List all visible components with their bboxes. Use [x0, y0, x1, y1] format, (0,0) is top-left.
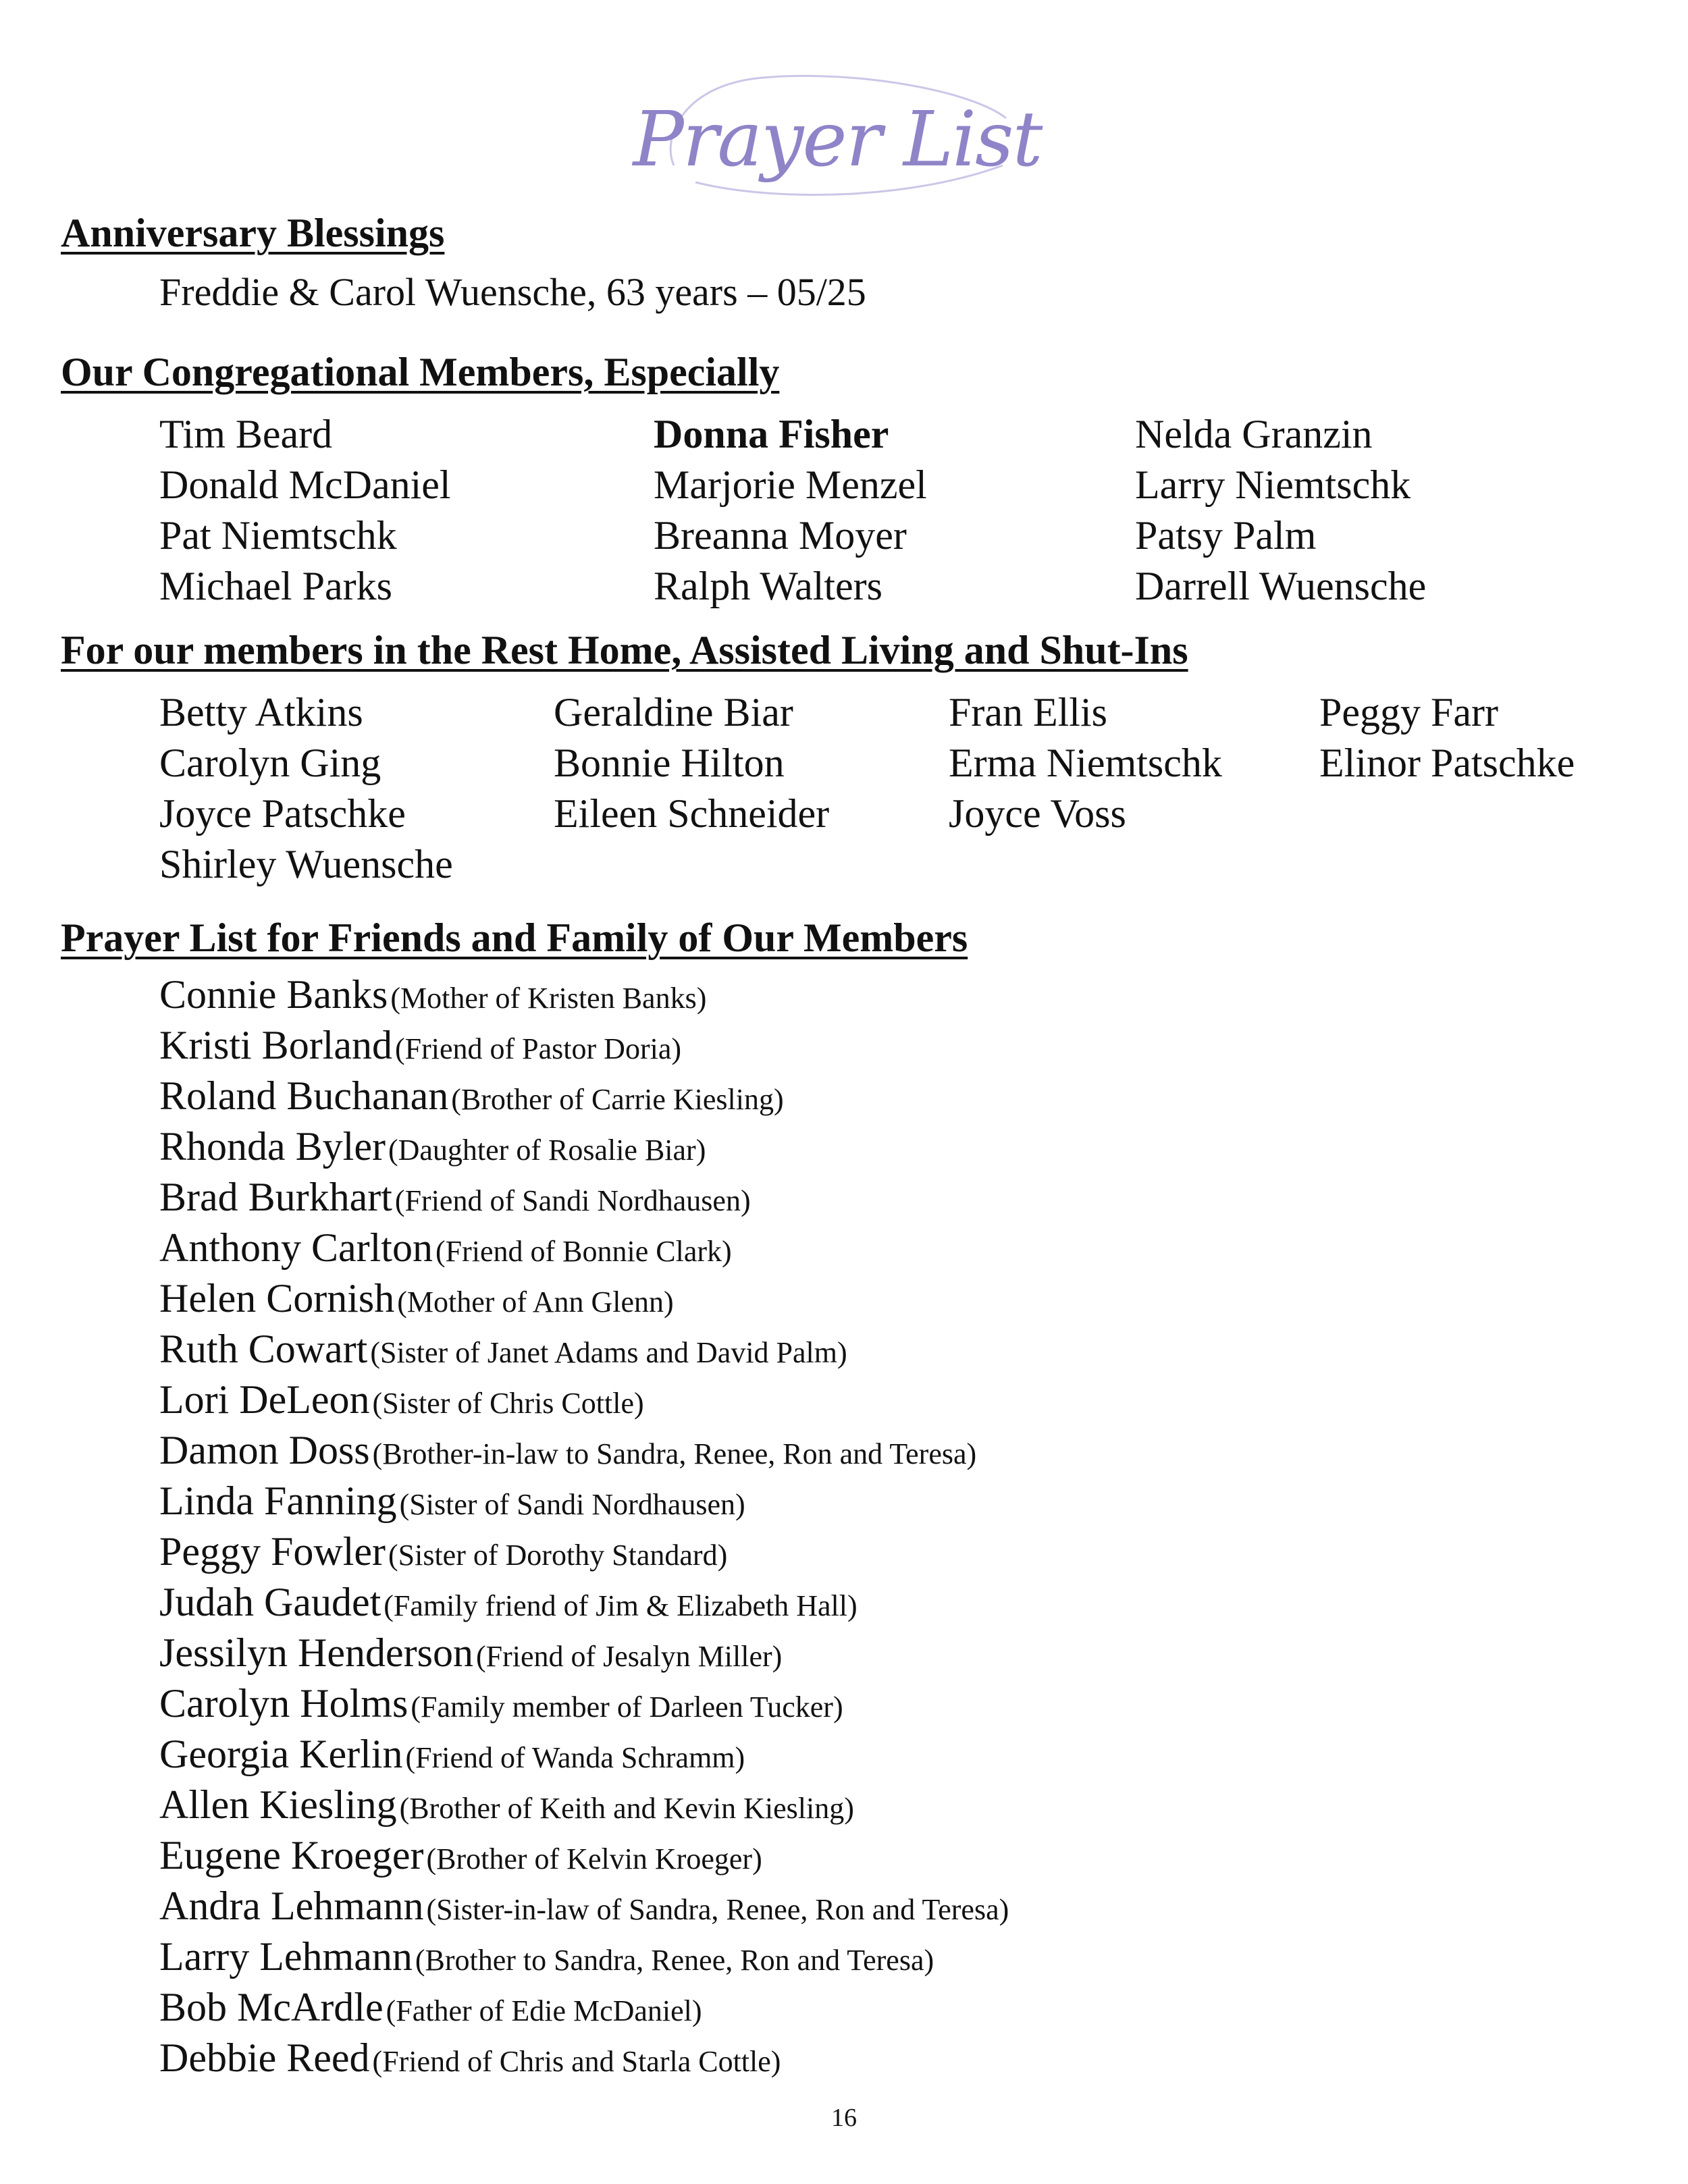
list-item [159, 1020, 1009, 1071]
anniversary-heading: Anniversary Blessings [61, 211, 445, 255]
empty-cell [554, 839, 949, 890]
list-item [159, 1375, 1009, 1425]
list-item [159, 1425, 1009, 1476]
friend-relation: (Sister of Dorothy Standard) [388, 1539, 728, 1572]
friend-relation: (Sister of Sandi Nordhausen) [399, 1488, 745, 1521]
list-item [159, 1121, 1009, 1172]
friend-relation: (Brother of Keith and Kevin Kiesling) [399, 1792, 854, 1825]
friend-relation: (Sister of Janet Adams and David Palm) [370, 1336, 847, 1369]
list-item [159, 1678, 1009, 1729]
friend-relation: (Mother of Kristen Banks) [390, 982, 707, 1015]
friend-name: Connie Banks [159, 972, 388, 1017]
member-name: Nelda Granzin [1135, 412, 1373, 456]
friend-name: Ruth Cowart [159, 1327, 368, 1371]
friend-name: Jessilyn Henderson [159, 1630, 473, 1675]
shutin-name: Shirley Wuensche [159, 842, 453, 886]
friend-name: Roland Buchanan [159, 1073, 449, 1118]
friend-name: Allen Kiesling [159, 1782, 397, 1827]
shutin-name: Fran Ellis [949, 690, 1107, 735]
friend-name: Bob McArdle [159, 1985, 384, 2029]
list-item [159, 1881, 1009, 1932]
friend-relation: (Friend of Wanda Schramm) [405, 1741, 745, 1774]
friend-relation: (Brother of Kelvin Kroeger) [426, 1842, 762, 1875]
list-item [159, 1273, 1009, 1324]
friend-name: Damon Doss [159, 1428, 370, 1472]
friends-heading: Prayer List for Friends and Family of Our Members [61, 915, 968, 960]
list-item [159, 1172, 1009, 1223]
friend-name: Eugene Kroeger [159, 1833, 424, 1877]
friend-name: Andra Lehmann [159, 1884, 424, 1928]
shutin-name: Elinor Patschke [1319, 741, 1575, 785]
list-item [159, 1932, 1009, 1982]
list-item [159, 1628, 1009, 1678]
members-name-grid [159, 409, 1513, 612]
friend-relation: (Friend of Pastor Doria) [394, 1032, 681, 1065]
friend-name: Lori DeLeon [159, 1377, 370, 1422]
friends-family-list [159, 969, 1009, 2083]
member-name: Breanna Moyer [654, 513, 907, 558]
member-name: Ralph Walters [654, 564, 882, 608]
member-name: Marjorie Menzel [654, 462, 927, 507]
friend-name: Judah Gaudet [159, 1580, 381, 1624]
member-name: Darrell Wuensche [1135, 564, 1427, 608]
friend-name: Debbie Reed [159, 2035, 370, 2080]
shutin-name: Peggy Farr [1319, 690, 1498, 735]
list-item [159, 2033, 1009, 2083]
friend-name: Carolyn Holms [159, 1681, 408, 1726]
friend-relation: (Mother of Ann Glenn) [397, 1285, 674, 1319]
friend-relation: (Brother to Sandra, Renee, Ron and Teresa) [415, 1944, 934, 1977]
list-item [159, 1324, 1009, 1375]
member-name: Pat Niemtschk [159, 513, 397, 558]
friend-name: Georgia Kerlin [159, 1732, 403, 1776]
empty-cell [949, 839, 1319, 890]
friend-name: Rhonda Byler [159, 1124, 386, 1169]
shutin-name: Carolyn Ging [159, 741, 381, 785]
friend-name: Linda Fanning [159, 1479, 397, 1523]
member-name: Michael Parks [159, 564, 392, 608]
friend-name: Peggy Fowler [159, 1529, 386, 1574]
member-name: Donna Fisher [654, 412, 889, 456]
list-item [159, 1830, 1009, 1881]
logo-text: Prayer List [633, 96, 1042, 184]
friend-relation: (Brother of Carrie Kiesling) [451, 1083, 784, 1116]
empty-cell [1319, 789, 1616, 839]
shutin-name: Betty Atkins [159, 690, 363, 735]
list-item [159, 969, 1009, 1020]
list-item [159, 1526, 1009, 1577]
list-item [159, 1982, 1009, 2033]
friend-relation: (Daughter of Rosalie Biar) [388, 1134, 706, 1167]
list-item [159, 1476, 1009, 1526]
friend-name: Kristi Borland [159, 1023, 392, 1067]
friend-name: Anthony Carlton [159, 1225, 433, 1270]
list-item [159, 1780, 1009, 1830]
member-name: Donald McDaniel [159, 462, 451, 507]
member-name: Patsy Palm [1135, 513, 1317, 558]
shutin-name: Joyce Patschke [159, 791, 406, 836]
friend-relation: (Family friend of Jim & Elizabeth Hall) [384, 1589, 858, 1622]
shutins-heading: For our members in the Rest Home, Assisted Living and Shut-Ins [61, 628, 1188, 672]
list-item [159, 1071, 1009, 1121]
list-item [159, 1223, 1009, 1273]
friend-name: Larry Lehmann [159, 1934, 413, 1979]
friend-relation: (Sister of Chris Cottle) [372, 1387, 644, 1420]
prayer-list-logo [633, 64, 1042, 213]
friend-relation: (Friend of Bonnie Clark) [435, 1235, 732, 1268]
friend-name: Helen Cornish [159, 1276, 395, 1321]
list-item [159, 1577, 1009, 1628]
shutin-name: Bonnie Hilton [554, 741, 785, 785]
friend-relation: (Friend of Chris and Starla Cottle) [372, 2045, 781, 2078]
member-name: Tim Beard [159, 412, 333, 456]
shutin-name: Geraldine Biar [554, 690, 793, 735]
friend-relation: (Sister-in-law of Sandra, Renee, Ron and Teresa) [426, 1893, 1009, 1926]
friend-relation: (Family member of Darleen Tucker) [411, 1690, 843, 1724]
friend-relation: (Friend of Sandi Nordhausen) [394, 1184, 751, 1217]
friend-name: Brad Burkhart [159, 1175, 392, 1219]
shutin-name: Erma Niemtschk [949, 741, 1222, 785]
shutin-name: Eileen Schneider [554, 791, 830, 836]
list-item [159, 1729, 1009, 1780]
member-name: Larry Niemtschk [1135, 462, 1411, 507]
friend-relation: (Brother-in-law to Sandra, Renee, Ron and Teresa) [372, 1437, 977, 1470]
friend-relation: (Friend of Jesalyn Miller) [475, 1640, 783, 1673]
page-number: 16 [831, 2104, 857, 2132]
shutin-name: Joyce Voss [949, 791, 1126, 836]
members-heading: Our Congregational Members, Especially [61, 350, 780, 394]
anniversary-entry: Freddie & Carol Wuensche, 63 years – 05/25 [159, 270, 866, 314]
friend-relation: (Father of Edie McDaniel) [386, 1994, 702, 2027]
empty-cell [1319, 839, 1616, 890]
shutins-name-grid [159, 687, 1616, 890]
